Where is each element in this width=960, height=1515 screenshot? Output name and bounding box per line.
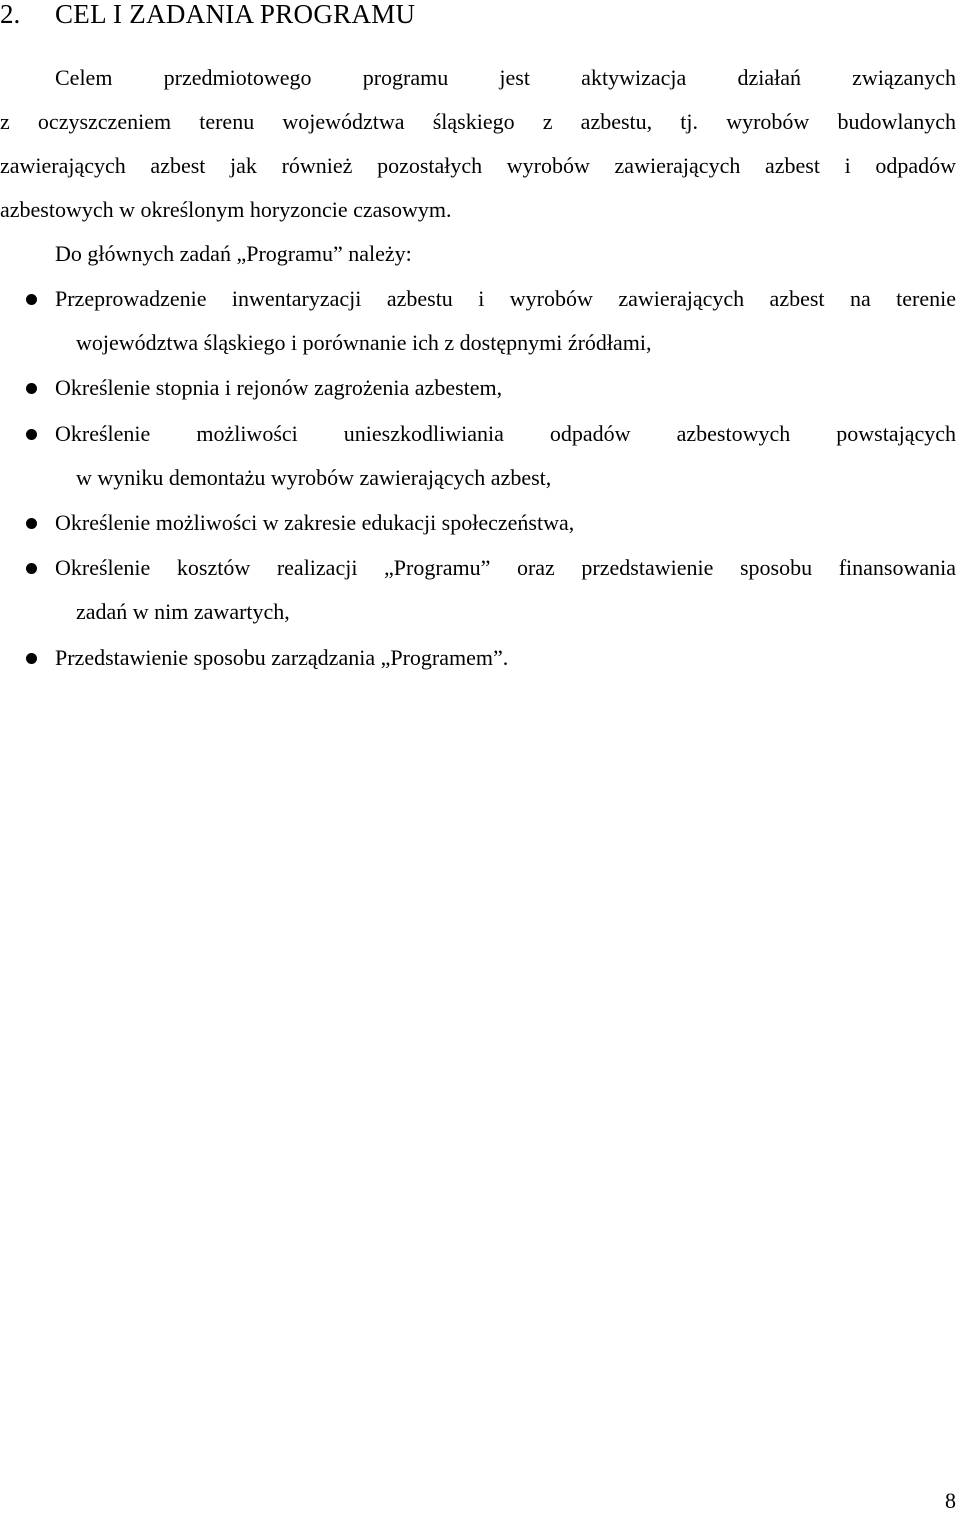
bullet-icon bbox=[26, 653, 37, 664]
task-line: Określenie kosztów realizacji „Programu” oraz przedstawienie sposobu finansowania bbox=[55, 555, 956, 580]
bullet-icon bbox=[26, 563, 37, 574]
intro-line: z oczyszczeniem terenu województwa śląskiego z azbestu, tj. wyrobów budowlanych bbox=[0, 109, 956, 134]
page-number: 8 bbox=[945, 1488, 956, 1513]
bullet-icon bbox=[26, 383, 37, 394]
intro-line: zawierających azbest jak również pozostałych wyrobów zawierających azbest i odpadów bbox=[0, 153, 956, 178]
task-line: zadań w nim zawartych, bbox=[76, 599, 290, 624]
section-number: 2. bbox=[0, 0, 21, 29]
section-heading bbox=[0, 0, 960, 33]
task-line: Przedstawienie sposobu zarządzania „Programem”. bbox=[55, 645, 509, 670]
task-line: Określenie stopnia i rejonów zagrożenia azbestem, bbox=[55, 375, 503, 400]
section-title: CEL I ZADANIA PROGRAMU bbox=[55, 0, 416, 29]
intro-line: azbestowych w określonym horyzoncie czasowym. bbox=[0, 197, 452, 222]
bullet-icon bbox=[26, 518, 37, 529]
task-line: Określenie możliwości w zakresie edukacji społeczeństwa, bbox=[55, 510, 575, 535]
task-line: województwa śląskiego i porównanie ich z dostępnymi źródłami, bbox=[76, 330, 652, 355]
task-line: w wyniku demontażu wyrobów zawierających azbest, bbox=[76, 465, 552, 490]
tasks-intro: Do głównych zadań „Programu” należy: bbox=[55, 241, 412, 266]
intro-line: Celem przedmiotowego programu jest aktywizacja działań związanych bbox=[55, 65, 956, 90]
task-line: Określenie możliwości unieszkodliwiania odpadów azbestowych powstających bbox=[55, 421, 956, 446]
bullet-icon bbox=[26, 294, 37, 305]
bullet-icon bbox=[26, 429, 37, 440]
task-line: Przeprowadzenie inwentaryzacji azbestu i wyrobów zawierających azbest na terenie bbox=[55, 286, 956, 311]
